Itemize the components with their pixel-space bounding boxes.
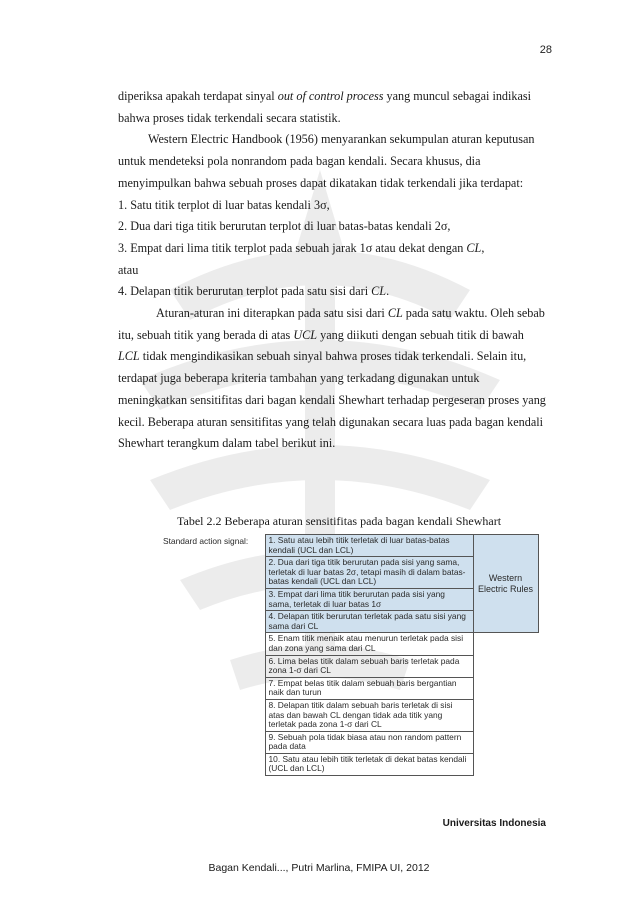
table-caption: Tabel 2.2 Beberapa aturan sensitifitas pada bagan kendali Shewhart [177,514,502,528]
italic-term: CL [387,306,403,321]
italic-term: out of control process [277,89,384,103]
list-item-3 [118,238,548,260]
text-run: diperiksa apakah terdapat sinyal [118,89,278,103]
italic-term: LCL [118,349,140,364]
text-run: , [481,240,485,255]
text-run: tidak mengindikasikan sebuah sinyal bahwa proses tidak terkendali. Selain itu, terdapat juga beberapa kriteria tambahan yang terkadang digunakan untuk meningkatkan sensitifitas dari bagan kendali Shewhart terhadap pergeseran proses yang kecil. Beberapa aturan sensitifitas yang telah digunakan secara luas pada bagan kendali Shewhart terangkum dalam tabel berikut ini. [118,349,546,451]
page-number: 28 [539,44,552,56]
standard-action-signal-label: Standard action signal: [160,535,265,776]
text-run: pada satu waktu. Oleh sebab itu, sebuah titik yang berada di atas [118,306,545,342]
paragraph-2: Western Electric Handbook (1956) menyarankan sekumpulan aturan keputusan untuk mendeteksi pola nonrandom pada bagan kendali. Secara khusus, dia menyimpulkan bahwa sebuah proses dapat dikatakan tidak terkendali jika terdapat: [118,132,535,190]
sensitivity-rules-table [160,534,539,776]
rule-cell: 10. Satu atau lebih titik terletak di dekat batas kendali (UCL dan LCL) [265,753,473,775]
western-electric-group-label: Western Electric Rules [473,535,538,633]
rule-cell: 3. Empat dari lima titik berurutan pada sisi yang sama, terletak di luar batas 1σ [265,588,473,610]
paragraph-1 [118,86,548,129]
table-row [160,535,538,557]
text-run: yang muncul sebagai indikasi bahwa proses tidak terkendali secara statistik. [118,89,532,125]
paragraph-3 [118,303,548,455]
university-label: Universitas Indonesia [442,818,546,829]
text-run: 3. Empat dari lima titik terplot pada sebuah jarak 1σ atau dekat dengan [118,240,467,255]
rule-cell: 2. Dua dari tiga titik berurutan pada sisi yang sama, terletak di luar batas 2σ, tetapi masih di dalam batas-batas kendali (UCL dan LCL) [265,557,473,589]
list-item-1: 1. Satu titik terplot di luar batas kendali 3σ, [118,197,330,212]
italic-term: CL [371,284,387,299]
rule-cell: 1. Satu atau lebih titik terletak di luar batas-batas kendali (UCL dan LCL) [265,535,473,557]
text-run: . [386,284,390,299]
list-item-2: 2. Dua dari tiga titik berurutan terplot di luar batas-batas kendali 2σ, [118,219,451,234]
list-item-3-continuation: atau [118,262,139,277]
rule-cell: 9. Sebuah pola tidak biasa atau non random pattern pada data [265,731,473,753]
italic-term: UCL [293,327,318,342]
rule-cell: 5. Enam titik menaik atau menurun terletak pada sisi dan zona yang sama dari CL [265,633,473,655]
text-run: yang diikuti dengan sebuah titik di bawah [317,327,524,342]
rule-cell: 8. Delapan titik dalam sebuah baris terletak di sisi atas dan bawah CL dengan tidak ada titik yang terletak pada zona 1-σ dari CL [265,699,473,731]
text-run: 4. Delapan titik berurutan terplot pada satu sisi dari [118,284,372,299]
rule-cell: 7. Empat belas titik dalam sebuah baris bergantian naik dan turun [265,677,473,699]
italic-term: CL [466,240,482,255]
text-run: Aturan-aturan ini diterapkan pada satu sisi dari [156,306,388,321]
empty-cell [473,633,538,776]
page-footer: Bagan Kendali..., Putri Marlina, FMIPA UI, 2012 [208,862,430,874]
list-item-4 [118,281,548,303]
rule-cell: 6. Lima belas titik dalam sebuah baris terletak pada zona 1-σ dari CL [265,655,473,677]
rule-cell: 4. Delapan titik berurutan terletak pada satu sisi yang sama dari CL [265,611,473,633]
body-text [118,86,548,455]
